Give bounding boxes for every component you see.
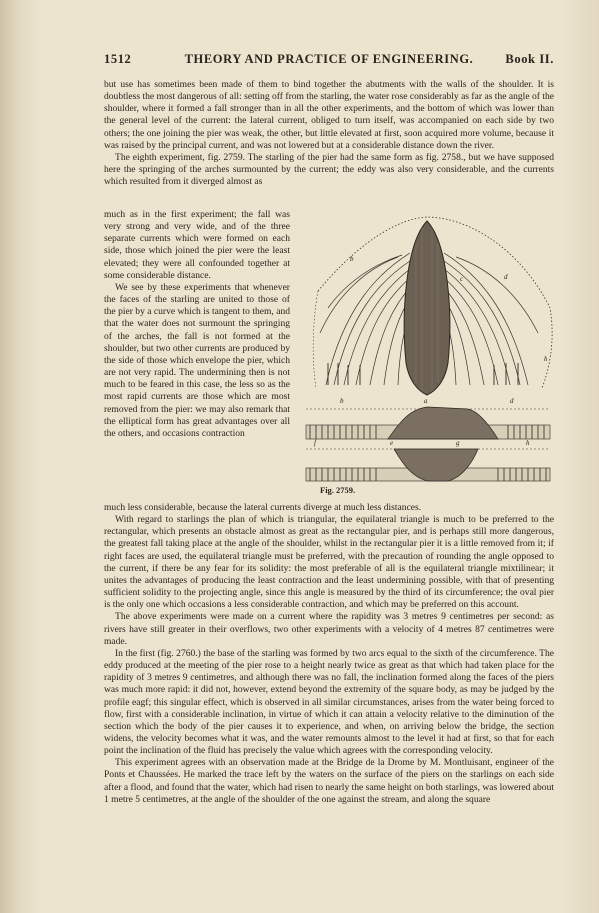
paragraph: much as in the first experiment; the fall was very strong and very wide, and of the three separate currents which were formed on each side, those which joined the pier were the least elevated; they were all confounded together at some considerable distance. — [104, 209, 290, 281]
paragraph: In the first (fig. 2760.) the base of the starling was formed by two arcs equal to the sixth of the circumference. The eddy produced at the meeting of the pier rose to a height nearly twice as great as that which had taken place for the rapidity of 3 metres 9 centimetres, and although there was no fall, the inclination formed along the faces of the piers was much more rapid: it did not, however, extend beyond the extremity of the square body, as may be judged by the profile eagf; this singular effect, which is observed in all similar circumstances, arises from the water being forced to flow, first with a considerable inclination, in virtue of which it can attain a velocity relative to the diminution of the section which the body of the pier causes it to experience, and when, on arriving below the bridge, the section widens, the velocity becomes what it was, and the water remounts almost to the level it had at first, so that for each point the inclination of the fluid has precisely the value which agrees with the corresponding velocity. — [104, 647, 554, 757]
figure-label-b-profile: b — [340, 397, 344, 405]
figure-label-e: e — [390, 439, 394, 447]
figure-label-c: c — [460, 275, 464, 283]
figure-label-d-profile: d — [510, 397, 514, 405]
figure-label-b: b — [350, 255, 354, 263]
running-title: THEORY AND PRACTICE OF ENGINEERING. — [184, 52, 474, 66]
figure-label-f: f — [314, 439, 316, 447]
paragraph: The eighth experiment, fig. 2759. The starling of the pier had the same form as fig. 2758., but we have supposed here the springing of the arches surmounted by the current; the eddy was also very considerable, and the currents which resulted from it diverged almost as — [104, 151, 554, 188]
figure-label-a: a — [424, 397, 428, 405]
paragraph: much less considerable, because the lateral currents diverge at much less distances. — [104, 502, 422, 513]
text-block-bottom — [104, 502, 554, 806]
running-header — [104, 52, 554, 70]
figure-caption: Fig. 2759. — [320, 485, 356, 495]
paragraph: This experiment agrees with an observation made at the Bridge de la Drome by M. Montluisant, engineer of the Ponts et Chaussées. He marked the trace left by the waters on the surface of the piers on the starlings on each side after a flood, and found that the water, which had risen to nearly the same height on both starlings, was lowered about 1 metre 5 centimetres, at the angle of the shoulder of the one against the stream, and along the square — [104, 757, 554, 805]
figure-label-g: g — [456, 439, 460, 447]
figure-label-h-profile: h — [526, 439, 530, 447]
paragraph: We see by these experiments that whenever the faces of the starling are united to those of the pier by a curve which is tangent to them, and that the water does not surmount the springing of the arches, the fall is not formed at the shoulder, but two other currents are produced by the side of those which envelope the pier, which are not very rapid. The undermining then is not much to be feared in this case, the less so as the most rapid currents are those which are most removed from the pier: we may also remark that the elliptical form has great advantages over all the others, and occasions contraction — [104, 281, 290, 439]
pier-diagram — [298, 213, 556, 495]
figure-label-d: d — [504, 273, 508, 281]
text-block-top — [104, 79, 554, 188]
paragraph: but use has sometimes been made of them to bind together the abutments with the walls of the shoulder. It is doubtless the most dangerous of all: setting off from the starling, the water rose considerably as far as the angle of the shoulder, where it formed a fall stronger than in all the other experiments, and the bottom of which was lower than the general level of the current: the lateral current, obliged to turn itself, was accompanied on each side by two others; the one joining the pier was weak, the other, but little elevated at first, soon acquired more volume, because it was raised by the principal current, and was not lowered but at a considerable distance down the river. — [104, 79, 554, 151]
text-block-beside-figure — [104, 209, 290, 440]
figure-2759 — [298, 213, 556, 495]
paragraph: The above experiments were made on a current where the rapidity was 3 metres 9 centimetres per second: as rivers have still greater in their overflows, two other experiments with a velocity of 4 metres 87 centimetres were made. — [104, 611, 554, 647]
paragraph: With regard to starlings the plan of which is triangular, the equilateral triangle is much to be preferred to the rectangular, which presents an obstacle almost as great as the rectangular pier, and is perhaps still more dangerous, the greatest fall taking place at the angle of the shoulder, whilst in the rectangular pier it is a little removed from it; if right faces are used, the equilateral triangle must be preferred, with the precaution of rounding the angle opposed to the current, if there be any fear for its solidity: the most preferable of all is the equilateral triangle mixtilinear; it unites the advantages of producing the least contraction and the least undermining possible, with that of presenting sufficient solidity to the projecting angle, since this angle is measured by the third of its circumference; the oval pier is the only one which occasions a less considerable contraction, and which may be preferred on this account. — [104, 514, 554, 611]
book-label: Book II. — [505, 52, 554, 66]
page-number: 1512 — [104, 52, 132, 66]
figure-label-h: h — [544, 355, 548, 363]
